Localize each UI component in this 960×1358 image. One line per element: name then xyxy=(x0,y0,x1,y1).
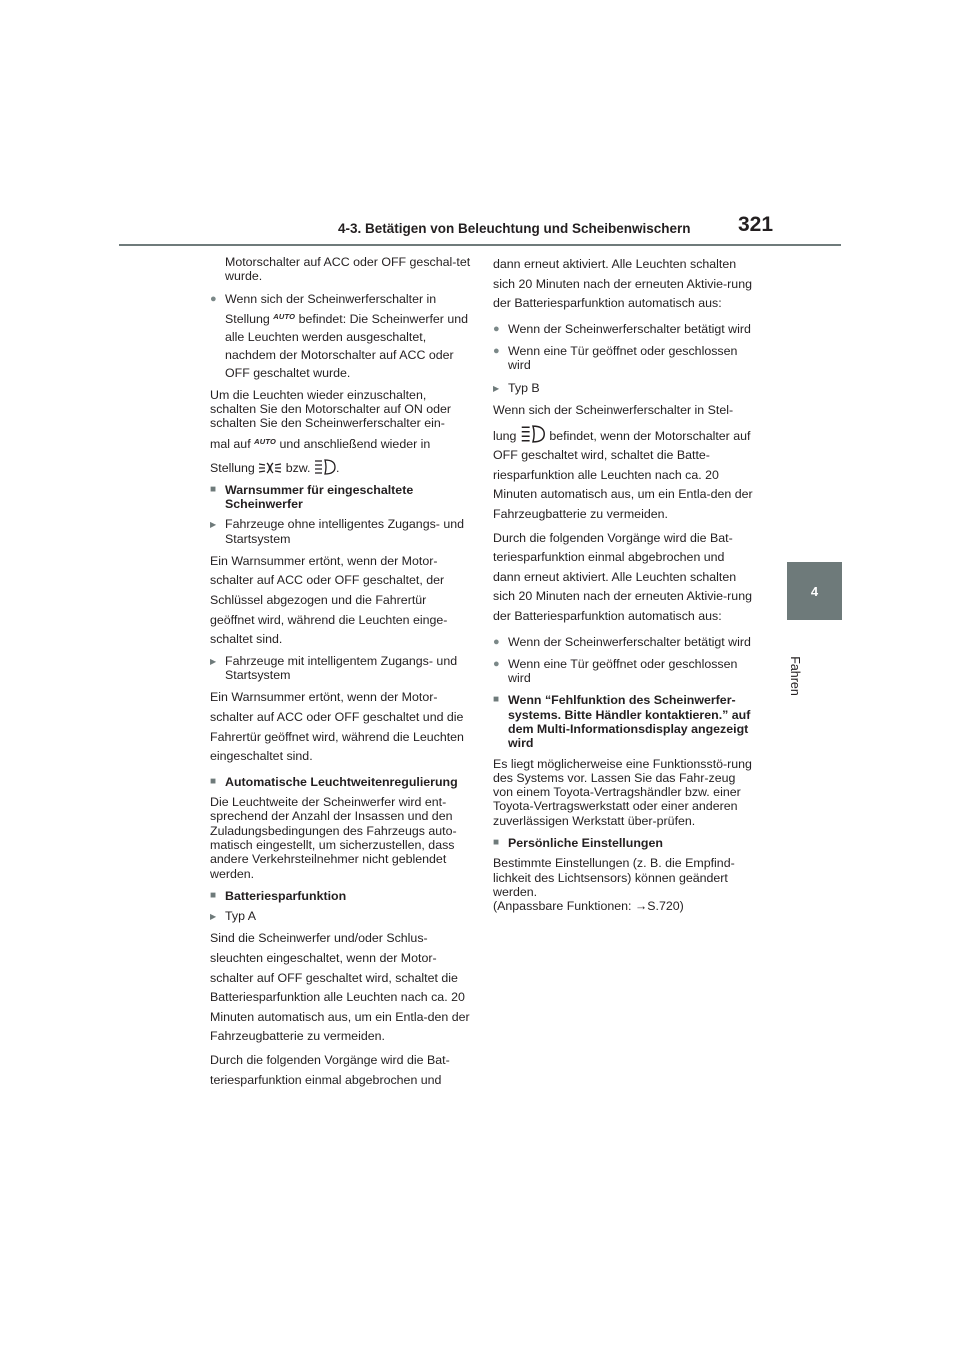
bullet-item: ● Wenn eine Tür geöffnet oder geschlossen wird xyxy=(493,657,755,686)
section-heading: ■ Wenn “Fehlfunktion des Scheinwerfer-systems. Bitte Händler kontaktieren.” auf dem Multi-Informationsdisplay angezeigt wird xyxy=(493,693,755,750)
parking-lights-icon xyxy=(258,461,282,475)
paragraph: Um die Leuchten wieder einzuschalten, schalten Sie den Motorschalter auf ON oder schalten Sie den Scheinwerferschalter ein- xyxy=(210,387,452,431)
bullet-item: ● Wenn sich der Scheinwerferschalter in Stellung $^{AUTO}$ befindet: Die Scheinwerfer und alle Leuchten werden ausgeschaltet, nachdem der Motorschalter auf ACC oder OFF geschaltet wurde. xyxy=(210,290,472,382)
bullet-item: ● Wenn der Scheinwerferschalter betätigt wird xyxy=(493,635,755,649)
sub-heading: ▶ Fahrzeuge ohne intelligentes Zugangs- und Startsystem xyxy=(210,517,472,546)
section-heading: ■ Batteriesparfunktion xyxy=(210,889,472,903)
paragraph: Motorschalter auf ACC oder OFF geschal-tet wurde. xyxy=(225,255,471,284)
auto-icon: AUTO xyxy=(273,311,296,321)
headlight-icon xyxy=(314,459,336,475)
chapter-label: Fahren xyxy=(788,656,803,696)
section-heading: ■ Automatische Leuchtweitenregulierung xyxy=(210,775,472,789)
auto-icon: AUTO xyxy=(254,437,277,447)
bullet-item: ● Wenn der Scheinwerferschalter betätigt wird xyxy=(493,322,755,336)
paragraph: Sind die Scheinwerfer und/oder Schlus-sleuchten eingeschaltet, wenn der Motor-schalter auf OFF geschaltet wird, schaltet die Batteriesparfunktion alle Leuchten nach ca. 20 Minuten automatisch aus, um ein Entla-den der Fahrzeugbatterie zu vermeiden. xyxy=(210,931,470,1044)
paragraph: Bestimmte Einstellungen (z. B. die Empfind-lichkeit des Lichtsensors) können geändert werden. (Anpassbare Funktionen: →S.720) xyxy=(493,856,735,914)
right-column xyxy=(493,255,755,914)
paragraph: Ein Warnsummer ertönt, wenn der Motor-schalter auf ACC oder OFF geschaltet, der Schlüssel abgezogen und die Fahrertür geöffnet wird, während die Leuchten einge-schaltet sind. xyxy=(210,553,448,647)
paragraph: Es liegt möglicherweise eine Funktionsstö-rung des Systems vor. Lassen Sie das Fahr-zeug von einem Toyota-Vertragshändler bzw. einer Toyota-Vertragswerkstatt oder einer anderen zuverlässigen Werkstatt über-prüfen. xyxy=(493,756,752,828)
paragraph: Ein Warnsummer ertönt, wenn der Motor-schalter auf ACC oder OFF geschaltet und die Fahrertür geöffnet wird, während die Leuchten eingeschaltet sind. xyxy=(210,690,464,764)
chapter-number: 4 xyxy=(810,583,819,599)
section-heading: ■ Warnsummer für eingeschaltete Scheinwerfer xyxy=(210,483,472,512)
left-column xyxy=(210,255,472,1094)
paragraph: Wenn sich der Scheinwerferschalter in Stel- xyxy=(493,402,734,417)
page-reference-link[interactable]: →S.720) xyxy=(634,899,684,914)
header-divider xyxy=(119,244,841,246)
page-number: 321 xyxy=(738,213,774,236)
sub-heading: ▶ Typ A xyxy=(210,909,472,923)
paragraph: Stellung bzw. . xyxy=(210,461,340,476)
section-heading: ■ Persönliche Einstellungen xyxy=(493,836,755,850)
section-title: 4-3. Betätigen von Beleuchtung und Scheibenwischern xyxy=(338,221,691,236)
sub-heading: ▶ Fahrzeuge mit intelligentem Zugangs- und Startsystem xyxy=(210,654,472,683)
chapter-tab[interactable] xyxy=(787,562,842,620)
paragraph: lung befindet, wenn der Motorschalter auf OFF geschaltet wird, schaltet die Batte-riesparfunktion alle Leuchten nach ca. 20 Minuten automatisch aus, um ein Entla-den der Fahrzeugbatterie zu vermeiden. xyxy=(493,425,755,525)
paragraph: Die Leuchtweite der Scheinwerfer wird ent-sprechend der Anzahl der Insassen und den Zuladungsbedingungen des Fahrzeugs auto-matisch eingestellt, um sicherzustellen, dass andere Verkehrsteilnehmer nicht geblendet werden. xyxy=(210,795,457,881)
bullet-item: ● Wenn eine Tür geöffnet oder geschlossen wird xyxy=(493,344,755,373)
headlight-icon xyxy=(520,425,546,443)
paragraph: Durch die folgenden Vorgänge wird die Bat-teriesparfunktion einmal abgebrochen und dann erneut aktiviert. Alle Leuchten schalten sich 20 Minuten nach der erneuten Aktivie-rung der Batteriesparfunktion automatisch aus: xyxy=(493,530,752,623)
paragraph: dann erneut aktiviert. Alle Leuchten schalten sich 20 Minuten nach der erneuten Aktivie-rung der Batteriesparfunktion automatisch aus: xyxy=(493,257,752,311)
paragraph: Durch die folgenden Vorgänge wird die Bat-teriesparfunktion einmal abgebrochen und xyxy=(210,1053,450,1087)
paragraph: mal auf $^{AUTO}$ und anschließend wieder in xyxy=(210,437,431,452)
sub-heading: ▶ Typ B xyxy=(493,381,755,395)
